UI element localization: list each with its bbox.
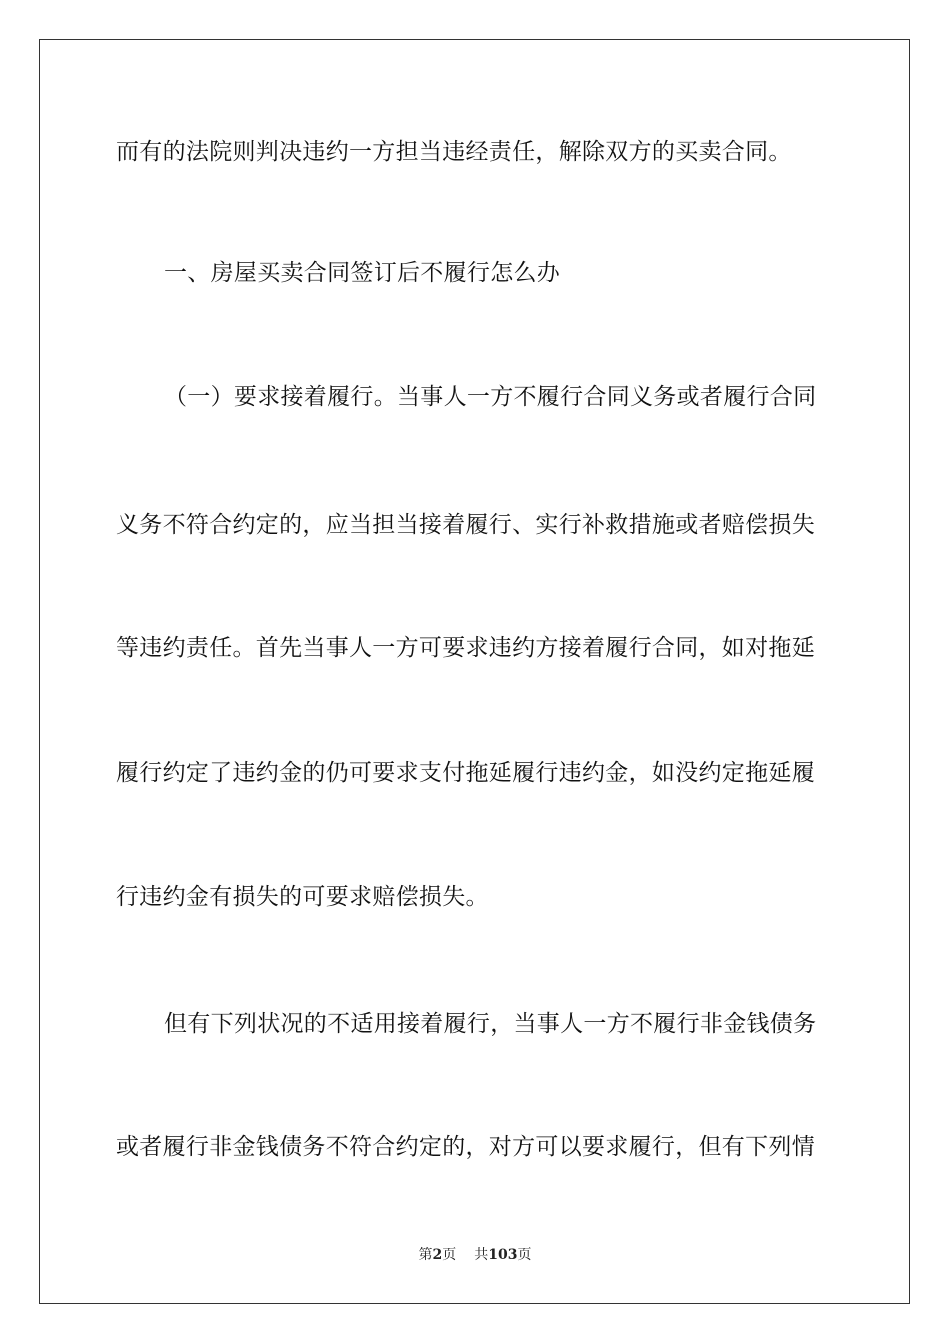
total-prefix: 共 [474, 1247, 489, 1263]
page-suffix: 页 [442, 1247, 457, 1263]
page-border [39, 39, 910, 1304]
paragraph-line-8: 但有下列状况的不适用接着履行，当事人一方不履行非金钱债务 [164, 1011, 817, 1037]
page-number: 2 [432, 1247, 443, 1263]
page-prefix: 第 [418, 1247, 433, 1263]
paragraph-line-9: 或者履行非金钱债务不符合约定的，对方可以要求履行，但有下列情 [116, 1134, 815, 1160]
total-suffix: 页 [517, 1247, 532, 1263]
paragraph-line-6: 履行约定了违约金的仍可要求支付拖延履行违约金，如没约定拖延履 [116, 760, 815, 786]
total-pages: 103 [488, 1247, 518, 1263]
paragraph-line-1: 而有的法院则判决违约一方担当违经责任，解除双方的买卖合同。 [116, 139, 792, 165]
paragraph-line-7: 行违约金有损失的可要求赔偿损失。 [116, 884, 489, 910]
paragraph-line-5: 等违约责任。首先当事人一方可要求违约方接着履行合同，如对拖延 [116, 635, 815, 661]
paragraph-line-3: （一）要求接着履行。当事人一方不履行合同义务或者履行合同 [164, 384, 817, 410]
paragraph-line-4: 义务不符合约定的，应当担当接着履行、实行补救措施或者赔偿损失 [116, 512, 815, 538]
section-heading: 一、房屋买卖合同签订后不履行怎么办 [164, 260, 561, 286]
page-footer [0, 1245, 950, 1265]
